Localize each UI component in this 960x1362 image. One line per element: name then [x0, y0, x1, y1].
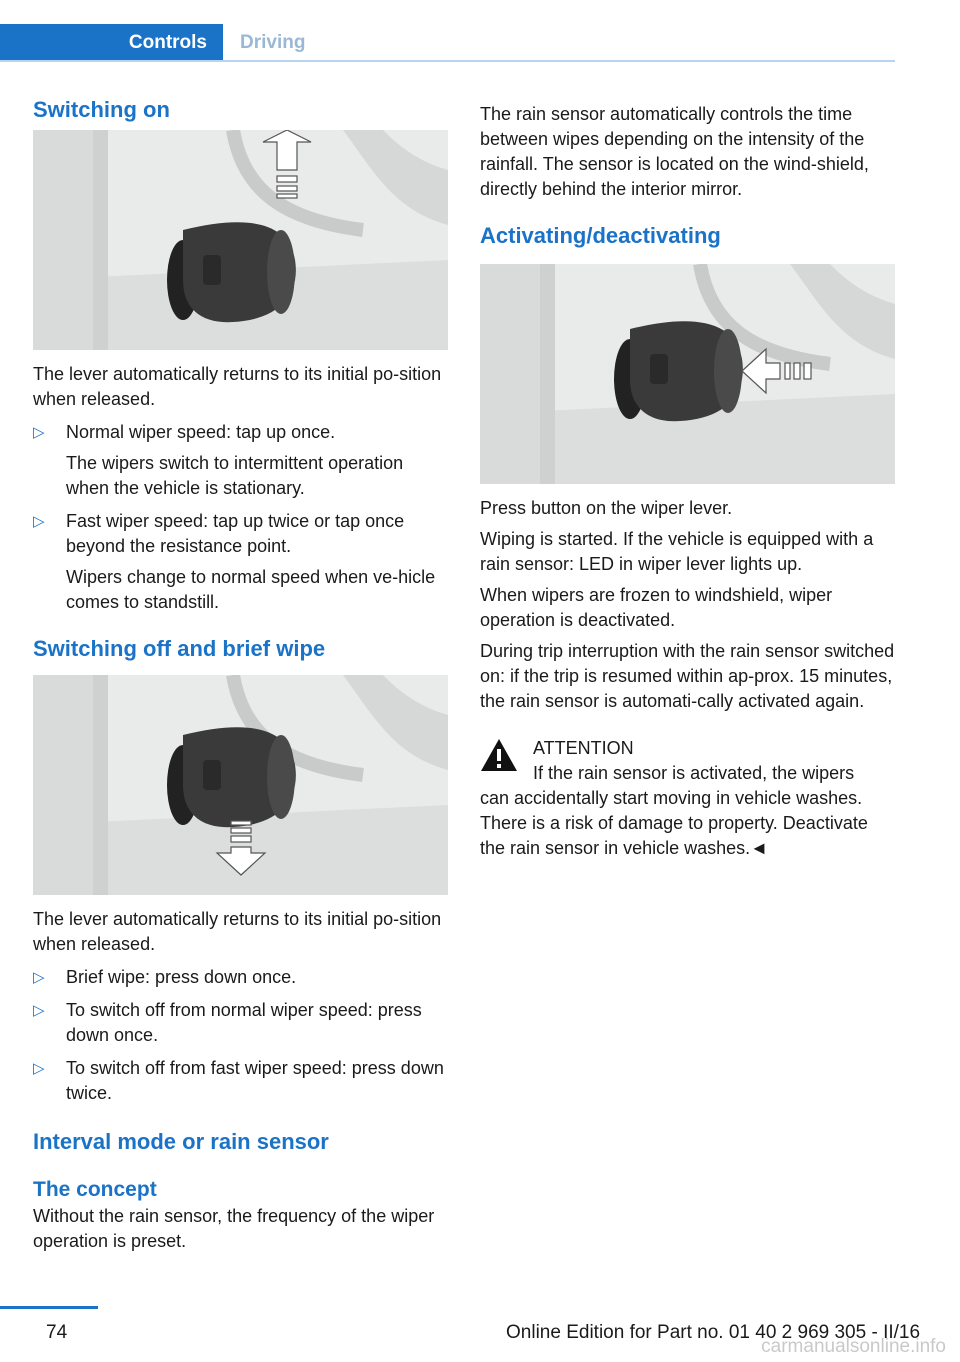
text-trip-interruption: During trip interruption with the rain sensor switched on: if the trip is resumed within ap-prox. 15 minutes, the rain sensor is automati-cally activated again.	[480, 641, 895, 711]
figure-wiper-lever-up	[33, 130, 448, 350]
list-item: ▷ To switch off from fast wiper speed: press down twice.	[33, 1058, 444, 1103]
triangle-bullet-icon: ▷	[33, 513, 45, 530]
text-wipers-frozen: When wipers are frozen to windshield, wiper operation is deactivated.	[480, 585, 833, 630]
triangle-bullet-icon: ▷	[33, 1060, 45, 1077]
triangle-bullet-icon: ▷	[33, 424, 45, 441]
warning-text: can accidentally start moving in vehicle washes. There is a risk of damage to property. Deactivate the rain sensor in vehicle washes.◄	[480, 788, 868, 858]
left-column	[33, 96, 449, 1254]
header-rule	[0, 60, 895, 62]
watermark: carmanualsonline.info	[761, 1336, 946, 1357]
text-concept: Without the rain sensor, the frequency of the wiper operation is preset.	[33, 1206, 435, 1251]
heading-the-concept: The concept	[33, 1178, 157, 1201]
warning-block	[480, 736, 896, 861]
warning-text-first-line: If the rain sensor is activated, the wipers	[533, 763, 855, 783]
list-item: ▷ To switch off from normal wiper speed: press down once.	[33, 1000, 422, 1045]
warning-title: ATTENTION	[533, 738, 634, 758]
right-column	[480, 102, 896, 861]
page-number: 74	[46, 1322, 68, 1343]
heading-switching-on: Switching on	[33, 97, 170, 122]
list-press-down	[33, 965, 449, 1106]
text-press-button: Press button on the wiper lever.	[480, 498, 733, 518]
text-returns-1: The lever automatically returns to its initial po-sition when released.	[33, 364, 442, 409]
heading-interval-mode: Interval mode or rain sensor	[33, 1129, 329, 1154]
tab-driving[interactable]: Driving	[240, 32, 306, 53]
text-returns-2: The lever automatically returns to its initial po-sition when released.	[33, 909, 442, 954]
triangle-bullet-icon: ▷	[33, 969, 45, 986]
figure-wiper-lever-button	[480, 264, 895, 484]
text-wiping-started: Wiping is started. If the vehicle is equipped with a rain sensor: LED in wiper lever lights up.	[480, 529, 874, 574]
triangle-bullet-icon: ▷	[33, 1002, 45, 1019]
text-rain-sensor: The rain sensor automatically controls the time between wipes depending on the intensity of the rainfall. The sensor is located on the wind-shield, directly behind the interior mirror.	[480, 104, 869, 199]
warning-triangle-icon	[480, 738, 518, 772]
edition-text: Online Edition for Part no. 01 40 2 969 305 - II/16	[506, 1322, 921, 1343]
tab-controls[interactable]: Controls	[0, 24, 223, 62]
header-tabs	[0, 24, 895, 62]
heading-switching-off: Switching off and brief wipe	[33, 636, 326, 661]
list-item: ▷ Brief wipe: press down once.	[33, 965, 449, 990]
list-tap-up	[33, 420, 449, 615]
list-item: ▷ Normal wiper speed: tap up once. The wipers switch to intermittent operation when the vehicle is stationary.	[33, 422, 404, 498]
heading-activating: Activating/deactivating	[480, 223, 721, 248]
figure-wiper-lever-down	[33, 675, 448, 895]
footer-rule	[0, 1306, 98, 1309]
list-item: ▷ Fast wiper speed: tap up twice or tap once beyond the resistance point. Wipers change to normal speed when ve-hicle comes to standstill.	[33, 511, 436, 612]
